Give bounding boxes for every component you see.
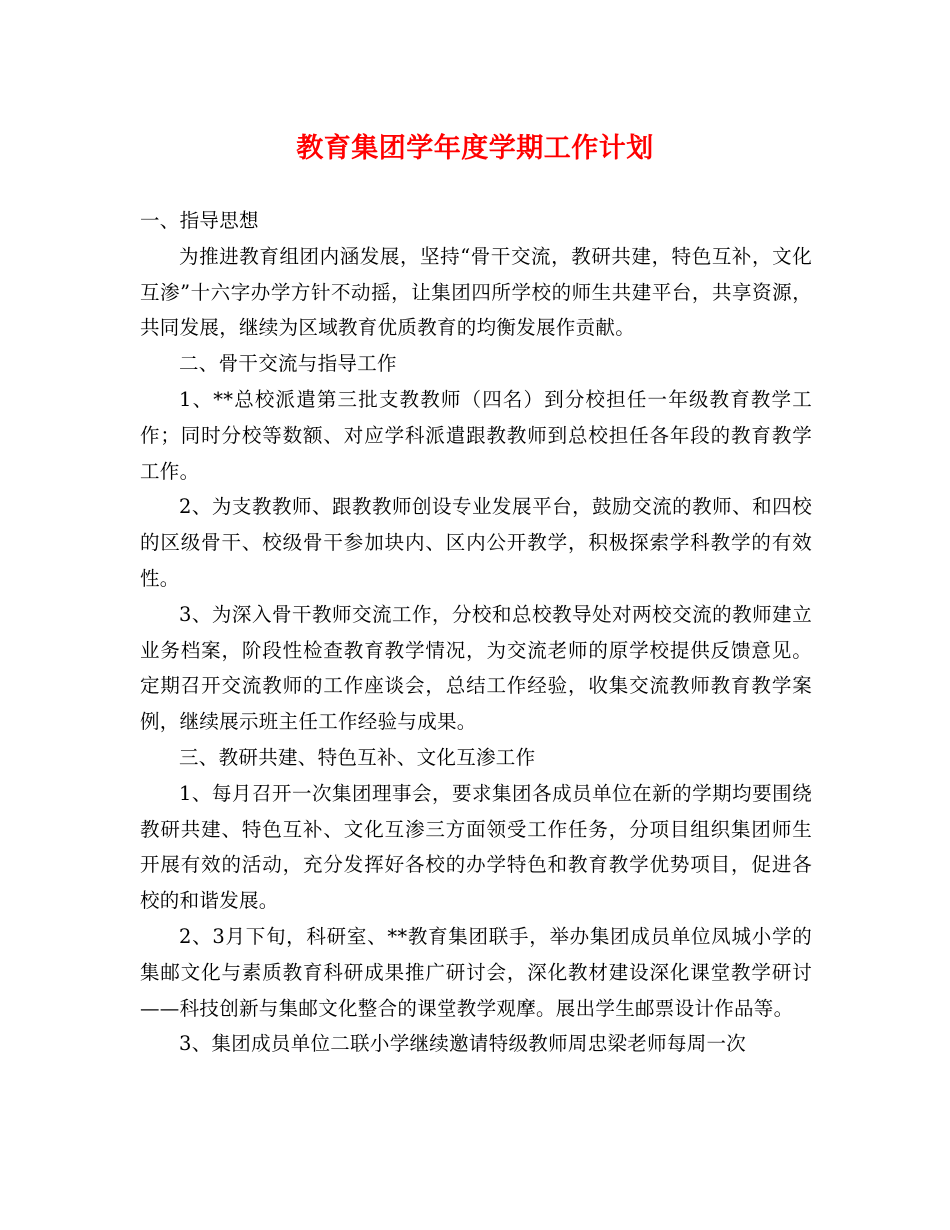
document-title: 教育集团学年度学期工作计划: [296, 133, 654, 164]
paragraph-item-3: 3、集团成员单位二联小学继续邀请特级教师周忠梁老师每周一次: [179, 1032, 747, 1056]
paragraph-item-1: 1、每月召开一次集团理事会，要求集团各成员单位在新的学期均要围绕教研共建、特色互补、文化互渗三方面领受工作任务，分项目组织集团师生开展有效的活动，充分发挥好各校的办学特色和教育教学优势项目，促进各校的和谐发展。: [140, 781, 812, 913]
paragraph-item-3: 3、为深入骨干教师交流工作，分校和总校教导处对两校交流的教师建立业务档案，阶段性检查教育教学情况，为交流老师的原学校提供反馈意见。定期召开交流教师的工作座谈会，总结工作经验，收集交流教师教育教学案例，继续展示班主任工作经验与成果。: [140, 602, 812, 734]
section-heading-guiding-ideology: 一、指导思想: [140, 209, 259, 232]
section-heading-backbone-exchange: 二、骨干交流与指导工作: [179, 352, 397, 376]
paragraph-item-1: 1、**总校派遣第三批支教教师（四名）到分校担任一年级教育教学工作；同时分校等数额、对应学科派遣跟教教师到总校担任各年段的教育教学工作。: [140, 387, 812, 483]
paragraph-item-2: 2、3月下旬，科研室、**教育集团联手，举办集团成员单位凤城小学的集邮文化与素质教育科研成果推广研讨会，深化教材建设深化课堂教学研讨——科技创新与集邮文化整合的课堂教学观摩。展出学生邮票设计作品等。: [140, 924, 812, 1020]
paragraph-item-2: 2、为支教教师、跟教教师创设专业发展平台，鼓励交流的教师、和四校的区级骨干、校级骨干参加块内、区内公开教学，积极探索学科教学的有效性。: [140, 495, 812, 590]
document-body: [140, 203, 812, 1062]
section-heading-research-culture: 三、教研共建、特色互补、文化互渗工作: [179, 745, 536, 769]
paragraph-guiding-ideology: 为推进教育组团内涵发展，坚持“骨干交流，教研共建，特色互补，文化互渗”十六字办学方针不动摇，让集团四所学校的师生共建平台，共享资源，共同发展，继续为区域教育优质教育的均衡发展作贡献。: [140, 244, 812, 340]
